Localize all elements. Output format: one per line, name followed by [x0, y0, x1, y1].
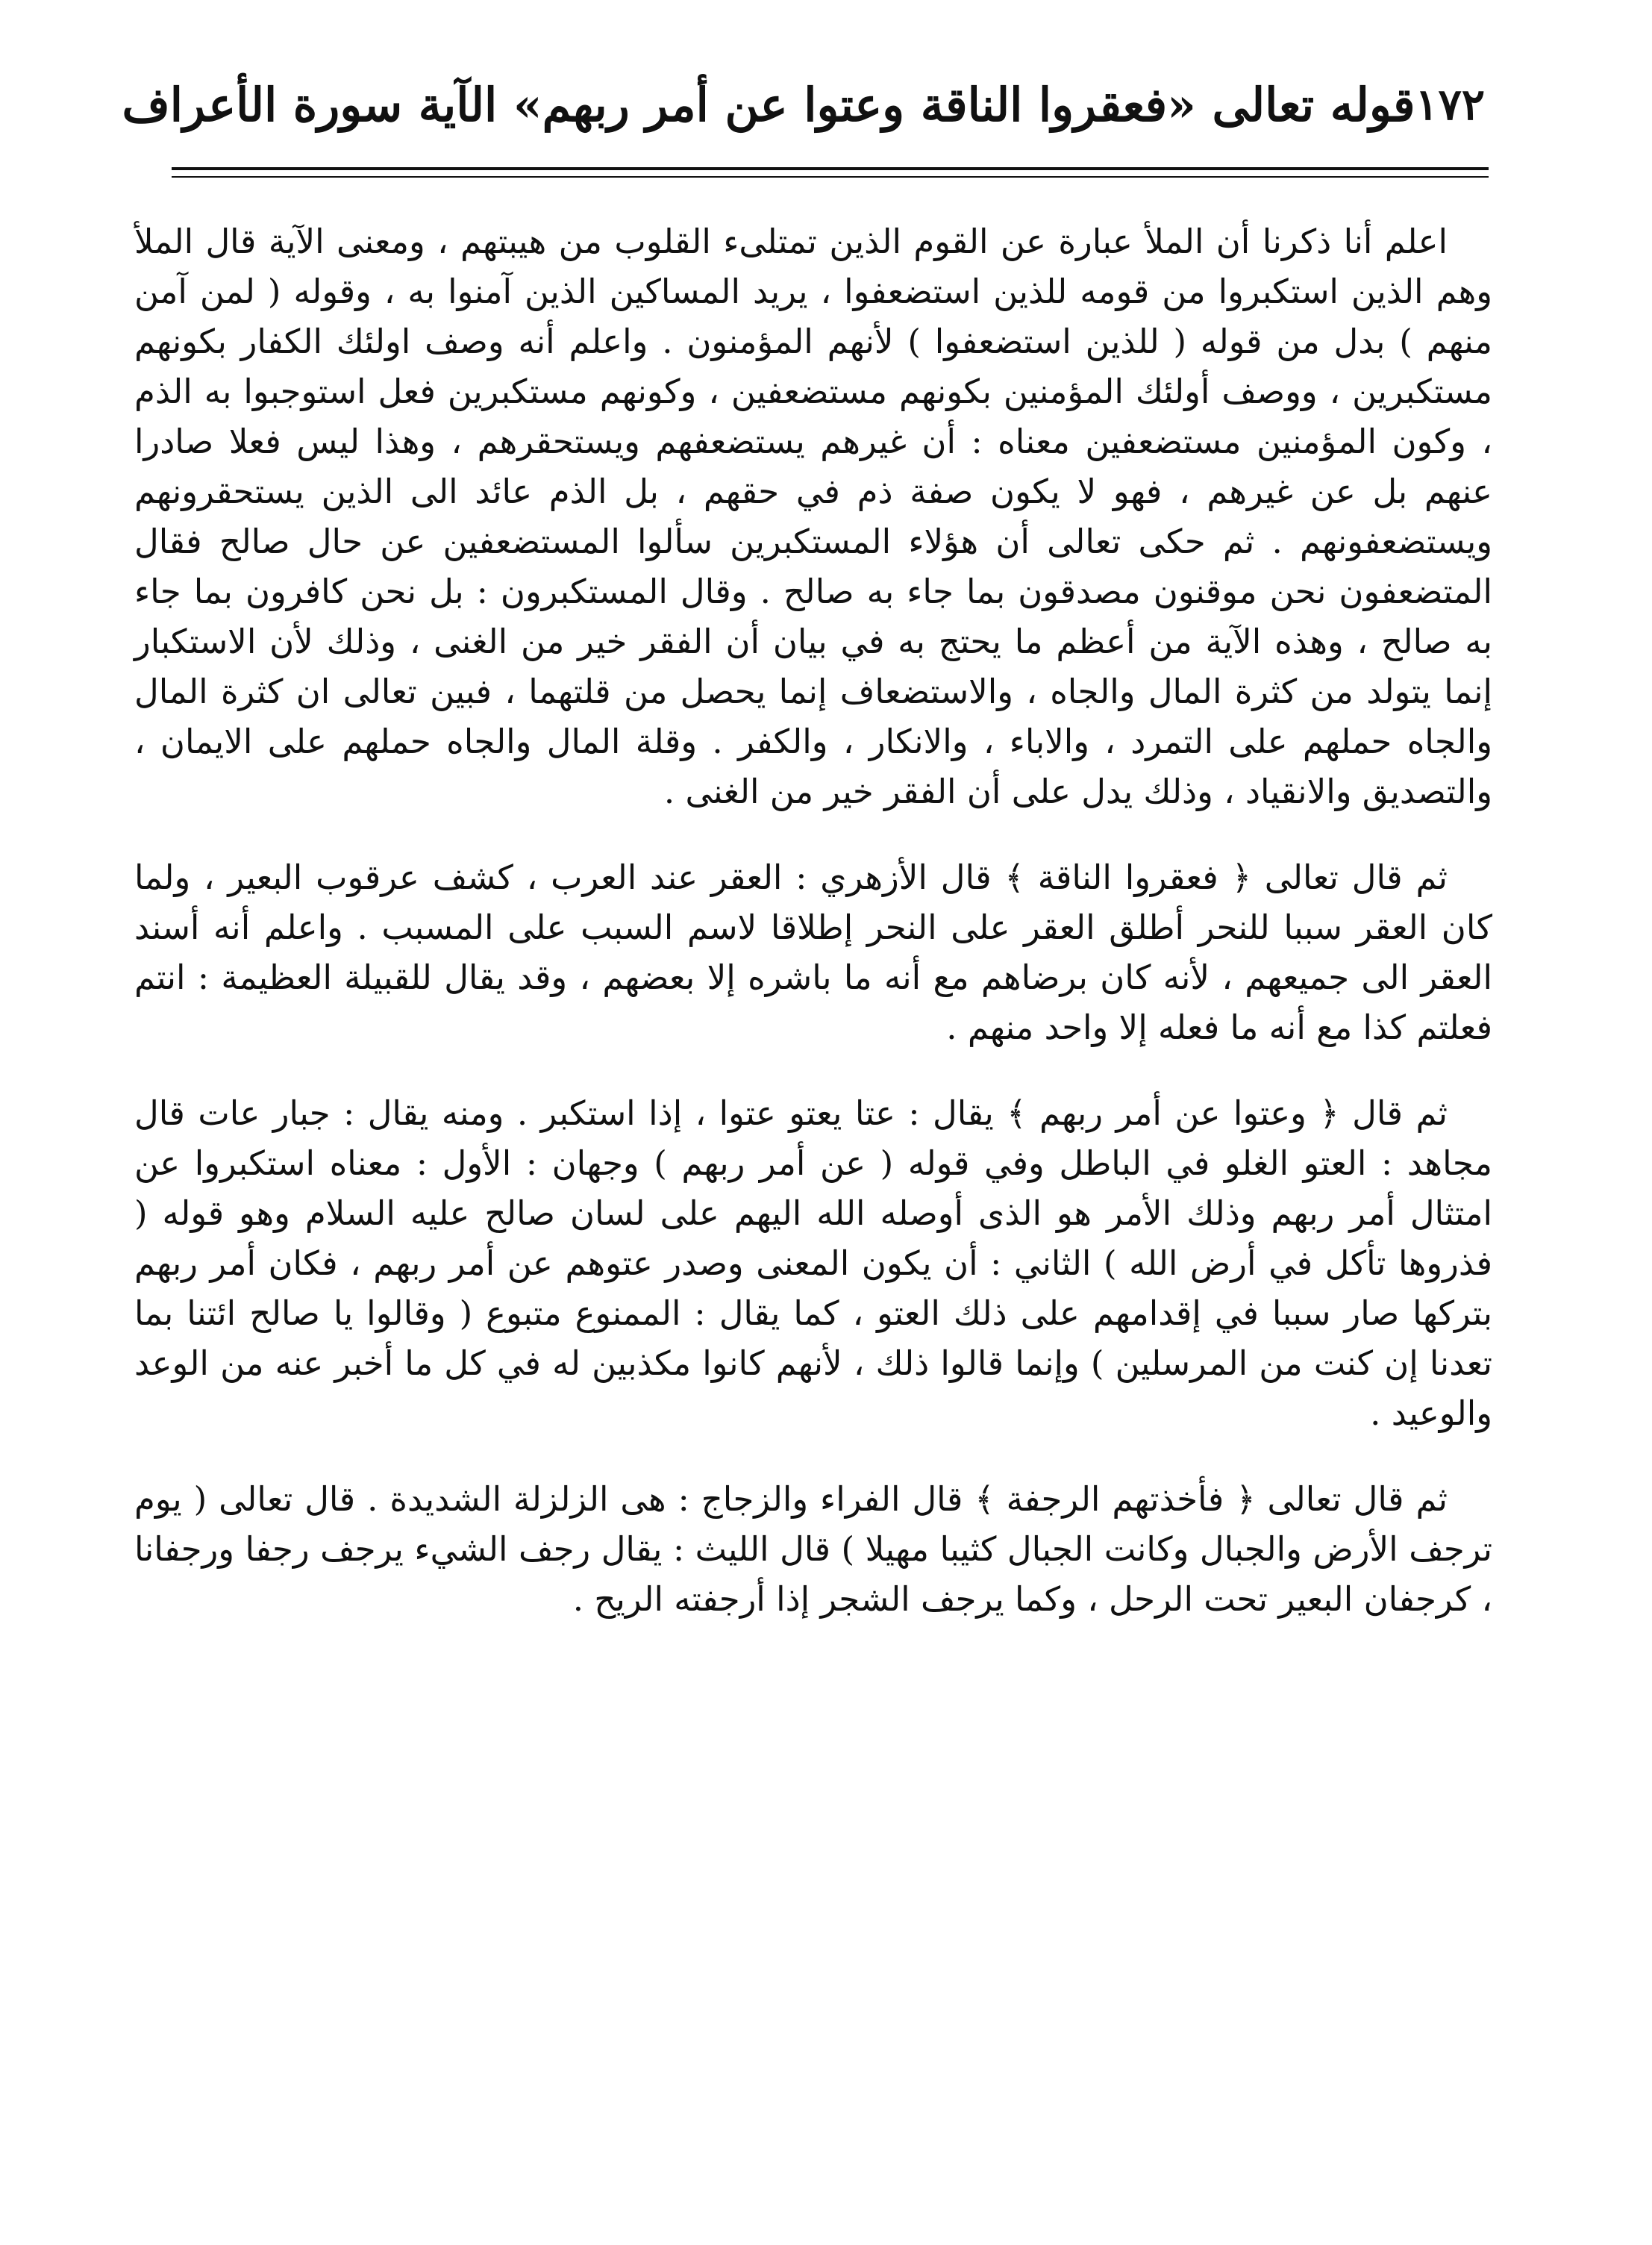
header-rule — [172, 167, 1489, 170]
body-text — [134, 216, 1492, 1624]
paragraph: ثم قال تعالى ﴿ فأخذتهم الرجفة ﴾ قال الفراء والزجاج : هى الزلزلة الشديدة . قال تعالى ( يوم ترجف الأرض والجبال وكانت الجبال كثيبا مهيلا ) قال الليث : يقال رجف الشيء يرجف رجفا ورجفانا ، كرجفان البعير تحت الرحل ، وكما يرجف الشجر إذا أرجفته الريح . — [134, 1479, 1492, 1619]
running-header — [122, 69, 1485, 140]
header-title: قوله تعالى «فعقروا الناقة وعتوا عن أمر ربهم» الآية سورة الأعراف — [122, 77, 1415, 132]
paragraph: اعلم أنا ذكرنا أن الملأ عبارة عن القوم الذين تمتلىء القلوب من هيبتهم ، ومعنى الآية قال الملأ وهم الذين استكبروا من قومه للذين استضعفوا ، يريد المساكين الذين آمنوا به ، وقوله ( لمن آمن منهم ) بدل من قوله ( للذين استضعفوا ) لأنهم المؤمنون . واعلم أنه وصف اولئك الكفار بكونهم مستكبرين ، ووصف أولئك المؤمنين بكونهم مستضعفين ، وكونهم مستكبرين فعل استوجبوا به الذم ، وكون المؤمنين مستضعفين معناه : أن غيرهم يستضعفهم ويستحقرهم ، وهذا ليس فعلا صادرا عنهم بل عن غيرهم ، فهو لا يكون صفة ذم في حقهم ، بل الذم عائد الى الذين يستحقرونهم ويستضعفونهم . ثم حكى تعالى أن هؤلاء المستكبرين سألوا المستضعفين عن حال صالح فقال المتضعفون نحن موقنون مصدقون بما جاء به صالح . وقال المستكبرون : بل نحن كافرون بما جاء به صالح ، وهذه الآية من أعظم ما يحتج به في بيان أن الفقر خير من الغنى ، وذلك لأن الاستكبار إنما يتولد من كثرة المال والجاه ، والاستضعاف إنما يحصل من قلتهما ، فبين تعالى ان كثرة المال والجاه حملهم على التمرد ، والاباء ، والانكار ، والكفر . وقلة المال والجاه حملهم على الايمان ، والتصديق والانقياد ، وذلك يدل على أن الفقر خير من الغنى . — [134, 222, 1492, 811]
paragraph: ثم قال تعالى ﴿ فعقروا الناقة ﴾ قال الأزهري : العقر عند العرب ، كشف عرقوب البعير ، ولما كان العقر سببا للنحر أطلق العقر على النحر إطلاقا لاسم السبب على المسبب . واعلم أنه أسند العقر الى جميعهم ، لأنه كان برضاهم مع أنه ما باشره إلا بعضهم ، وقد يقال للقبيلة العظيمة : انتم فعلتم كذا مع أنه ما فعله إلا واحد منهم . — [134, 858, 1492, 1047]
header-rule-thin — [172, 176, 1489, 178]
paragraph: ثم قال ﴿ وعتوا عن أمر ربهم ﴾ يقال : عتا يعتو عتوا ، إذا استكبر . ومنه يقال : جبار عات قال مجاهد : العتو الغلو في الباطل وفي قوله ( عن أمر ربهم ) وجهان : الأول : معناه استكبروا عن امتثال أمر ربهم وذلك الأمر هو الذى أوصله الله اليهم على لسان صالح عليه السلام وهو قوله ( فذروها تأكل في أرض الله ) الثاني : أن يكون المعنى وصدر عتوهم عن أمر ربهم ، فكان أمر ربهم بتركها صار سببا في إقدامهم على ذلك العتو ، كما يقال : الممنوع متبوع ( وقالوا يا صالح ائتنا بما تعدنا إن كنت من المرسلين ) وإنما قالوا ذلك ، لأنهم كانوا مكذبين له في كل ما أخبر عنه من الوعد والوعيد . — [134, 1093, 1492, 1433]
page-number: ١٧٢ — [1415, 79, 1485, 130]
